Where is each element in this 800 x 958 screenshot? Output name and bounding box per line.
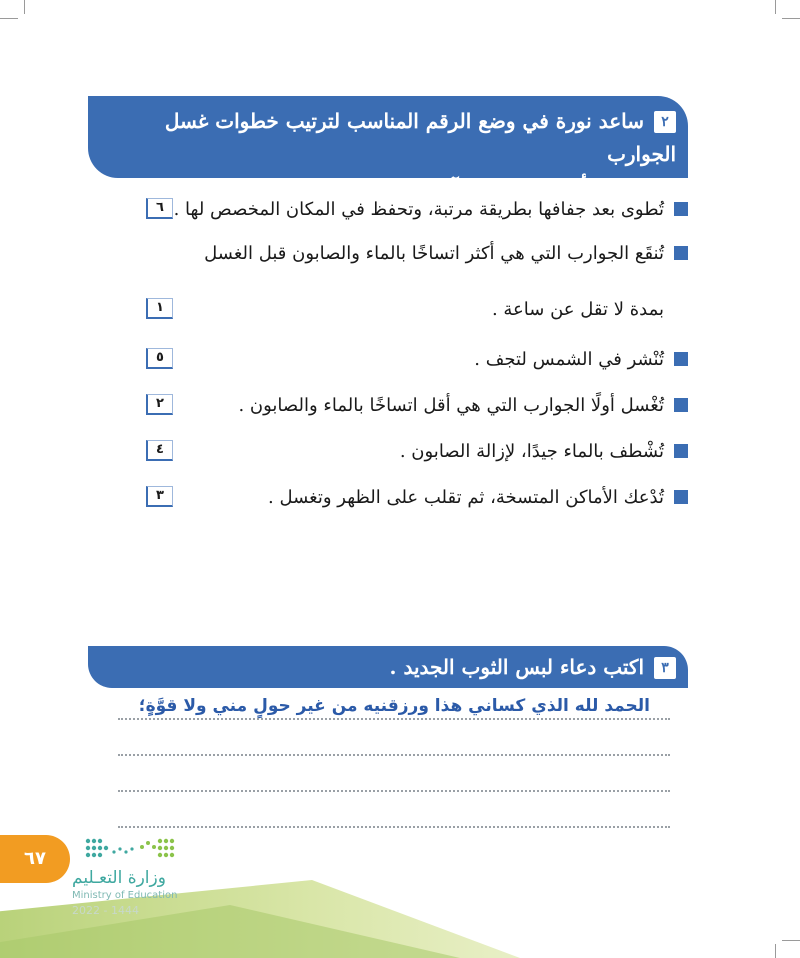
answer-dotted-line[interactable] (118, 754, 670, 756)
list-item (88, 338, 688, 382)
list-item (88, 232, 688, 276)
page-number: ٦٧ (24, 848, 46, 869)
list-item (88, 476, 688, 520)
step-text: تُنْشر في الشمس لتجف . (474, 349, 664, 370)
bullet-square-icon (674, 352, 688, 366)
step-text: تُدْعك الأماكن المتسخة، ثم تقلب على الظهر وتغسل . (268, 487, 664, 508)
question-2-header (88, 96, 688, 199)
question-2-text-1: ساعد نورة في وضع الرقم المناسب لترتيب خطوات غسل الجوارب (164, 109, 676, 166)
bullet-square-icon (674, 490, 688, 504)
answer-dotted-line[interactable] (118, 718, 670, 720)
answer-box[interactable]: ٤ (146, 440, 173, 461)
bullet-square-icon (674, 444, 688, 458)
answer-box[interactable]: ١ (146, 298, 173, 319)
list-item-continuation (88, 288, 688, 332)
question-3-header (88, 646, 688, 688)
crop-mark (782, 940, 800, 941)
question-number-badge: ٣ (654, 657, 676, 679)
question-2-line-1 (104, 105, 676, 171)
answer-box[interactable]: ٣ (146, 486, 173, 507)
crop-mark (775, 0, 776, 14)
crop-mark (775, 944, 776, 958)
step-text-continuation: بمدة لا تقل عن ساعة . (491, 299, 664, 320)
step-text: تُنقَع الجوارب التي هي أكثر اتساخًا بالماء والصابون قبل الغسل (204, 243, 664, 264)
answer-dotted-line[interactable] (118, 790, 670, 792)
answer-box[interactable]: ٥ (146, 348, 173, 369)
question-number-badge: ٢ (654, 111, 676, 133)
bullet-square-icon (674, 246, 688, 260)
page-number-tab (0, 835, 70, 883)
list-item (88, 384, 688, 428)
ministry-logo-icon (84, 835, 180, 863)
crop-mark (24, 0, 25, 14)
dua-answer-text[interactable]: الحمد لله الذي كساني هذا ورزقنيه من غير حولٍ مني ولا قوَّةٍ؛ (138, 696, 650, 716)
ministry-name-english: Ministry of Education (72, 890, 178, 901)
step-text: تُطوى بعد جفافها بطريقة مرتبة، وتحفظ في المكان المخصص لها . (173, 199, 664, 220)
ministry-year: 2022 - 1444 (72, 904, 139, 917)
step-text: تُغْسل أولًا الجوارب التي هي أقل اتساخًا بالماء والصابون . (238, 395, 664, 416)
answer-box[interactable]: ٢ (146, 394, 173, 415)
crop-mark (0, 18, 18, 19)
bullet-square-icon (674, 202, 688, 216)
answer-dotted-line[interactable] (118, 826, 670, 828)
crop-mark (782, 18, 800, 19)
answer-box[interactable]: ٦ (146, 198, 173, 219)
bullet-square-icon (674, 398, 688, 412)
question-2-text-2: البيض أمام العبارات الآتية : (417, 175, 642, 199)
ministry-name-arabic: وزارة التعـليم (72, 868, 166, 888)
question-3-text: اكتب دعاء لبس الثوب الجديد . (389, 655, 644, 679)
step-text: تُشْطف بالماء جيدًا، لإزالة الصابون . (399, 441, 664, 462)
list-item (88, 188, 688, 232)
list-item (88, 430, 688, 474)
